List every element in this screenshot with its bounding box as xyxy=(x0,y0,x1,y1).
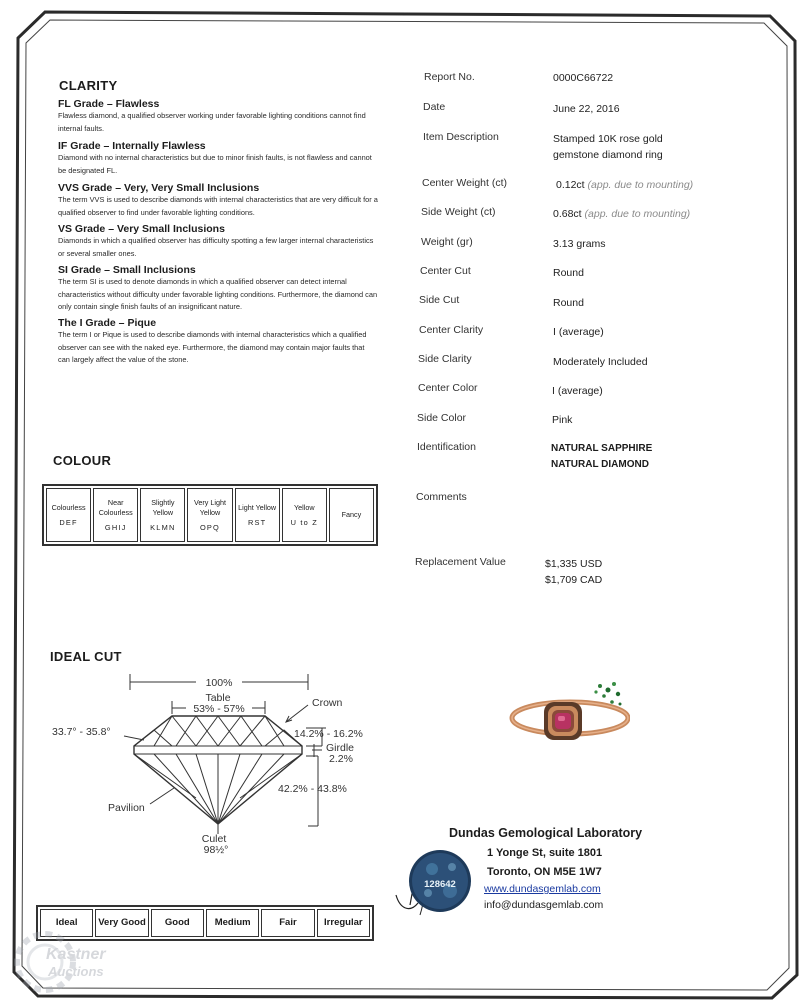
report-label: Weight (gr) xyxy=(421,236,473,248)
crown-label: Crown xyxy=(312,697,343,709)
clarity-grade-item xyxy=(58,98,388,140)
culet-pct-label: 98½° xyxy=(203,844,229,856)
colour-cell-name: Near Colourless xyxy=(98,497,133,517)
colour-cell-name: Very Light Yellow xyxy=(194,497,226,517)
ring-photo xyxy=(500,672,630,772)
replacement-value-label: Replacement Value xyxy=(415,556,506,568)
diamond-proportions-diagram xyxy=(46,668,376,863)
identification-line: NATURAL DIAMOND xyxy=(551,459,649,470)
clarity-grade-title: The I Grade – Pique xyxy=(58,317,157,329)
report-label: Side Color xyxy=(417,412,467,424)
clarity-grade-item xyxy=(58,317,388,367)
cut-grade-cell: Irregular xyxy=(317,909,370,937)
clarity-grade-title: SI Grade – Small Inclusions xyxy=(58,264,196,276)
item-description-line: gemstone diamond ring xyxy=(553,149,663,161)
comments-label: Comments xyxy=(416,491,467,503)
colour-cell-code: KLMN xyxy=(150,522,176,532)
colour-title: COLOUR xyxy=(53,453,112,468)
colour-cell xyxy=(93,488,138,542)
crown-height-label: 14.2% - 16.2% xyxy=(294,728,363,740)
clarity-title: CLARITY xyxy=(59,78,118,93)
colour-cell-code: GHIJ xyxy=(104,522,127,532)
report-value: Round xyxy=(553,267,584,279)
cut-grade-cell: Very Good xyxy=(95,909,148,937)
clarity-grade-desc: Diamonds in which a qualified observer has difficulty spotting a few larger internal characteristics or several smaller ones. xyxy=(58,236,374,258)
clarity-grade-desc: The term VVS is used to describe diamonds with internal characteristics that are very difficult for a qualified observer to find under favorable lighting conditions. xyxy=(58,195,378,217)
colour-cell xyxy=(282,488,327,542)
report-value: Moderately Included xyxy=(553,356,648,368)
lab-address-line1: 1 Yonge St, suite 1801 xyxy=(487,847,603,859)
colour-cell-name: Slightly Yellow xyxy=(151,497,175,517)
report-label: Item Description xyxy=(423,131,499,143)
center-weight-value: 0.12ct xyxy=(556,179,585,191)
report-label: Side Clarity xyxy=(418,353,472,365)
cut-grade-cell: Ideal xyxy=(40,909,93,937)
lab-name: Dundas Gemological Laboratory xyxy=(449,826,643,840)
clarity-grade-desc: The term SI is used to denote diamonds in which a qualified observer can detect internal characteristics without difficulty under favorable lighting conditions. Furthermore, the diamond can only contain single finish faults of an insignificant nature. xyxy=(58,277,378,311)
report-value: Pink xyxy=(552,414,573,426)
report-label: Center Cut xyxy=(420,265,471,277)
report-value: June 22, 2016 xyxy=(553,103,620,115)
colour-cell xyxy=(235,488,280,542)
colour-cell-name: Light Yellow xyxy=(238,502,277,512)
table-range-label: 53% - 57% xyxy=(193,703,245,715)
pavilion-depth-label: 42.2% - 43.8% xyxy=(278,783,347,795)
clarity-grade-list xyxy=(58,98,388,367)
report-value xyxy=(553,131,663,163)
lab-address-line2: Toronto, ON M5E 1W7 xyxy=(487,866,602,878)
report-label: Side Weight (ct) xyxy=(421,206,496,218)
hologram-seal-icon xyxy=(392,843,484,923)
report-label: Center Weight (ct) xyxy=(422,177,507,189)
cut-grade-cell: Medium xyxy=(206,909,259,937)
report-value: I (average) xyxy=(552,385,603,397)
pavilion-label: Pavilion xyxy=(108,802,145,814)
report-value xyxy=(553,206,690,222)
colour-cell xyxy=(187,488,232,542)
report-label: Side Cut xyxy=(419,294,460,306)
crown-angle-label: 33.7° - 35.8° xyxy=(52,726,111,738)
identification-label: Identification xyxy=(417,441,476,453)
report-value: Round xyxy=(553,297,584,309)
replacement-usd: $1,335 USD xyxy=(545,558,603,570)
side-weight-value: 0.68ct xyxy=(553,208,582,220)
colour-cell-code: U to Z xyxy=(290,517,318,527)
total-width-label: 100% xyxy=(205,677,233,689)
colour-cell-name: Fancy xyxy=(341,510,362,519)
colour-cell-code: RST xyxy=(247,517,267,527)
clarity-grade-title: IF Grade – Internally Flawless xyxy=(58,140,206,152)
colour-scale-table xyxy=(42,484,378,546)
clarity-grade-item xyxy=(58,140,388,182)
colour-cell xyxy=(329,488,374,542)
identification-line: NATURAL SAPPHIRE xyxy=(551,443,653,454)
clarity-grade-desc: The term I or Pique is used to describe diamonds with internal characteristics which a qualified observer can see with the naked eye. Furthermore, the diamond may contain major faults that can largely affect the value of the stone. xyxy=(58,330,367,364)
seal-number: 128642 xyxy=(424,879,456,890)
clarity-grade-title: VS Grade – Very Small Inclusions xyxy=(58,223,225,235)
item-description-line: Stamped 10K rose gold xyxy=(553,133,663,145)
colour-cell-code: OPQ xyxy=(199,522,220,532)
lab-email: info@dundasgemlab.com xyxy=(484,899,604,911)
clarity-grade-desc: Diamond with no internal characteristics but due to minor finish faults, is not flawless and cannot be designated FL. xyxy=(58,153,372,175)
report-value: 3.13 grams xyxy=(553,238,606,250)
center-weight-note: (app. due to mounting) xyxy=(587,179,694,191)
colour-cell-name: Colourless xyxy=(51,502,86,512)
side-weight-note: (app. due to mounting) xyxy=(584,208,691,220)
report-value: I (average) xyxy=(553,326,604,338)
report-value xyxy=(556,177,693,193)
cut-grade-cell: Fair xyxy=(261,909,314,937)
clarity-grade-item xyxy=(58,182,388,223)
auction-watermark xyxy=(10,928,120,996)
clarity-grade-item xyxy=(58,264,388,317)
ideal-cut-title: IDEAL CUT xyxy=(50,649,122,664)
girdle-label: Girdle xyxy=(326,742,355,754)
colour-cell xyxy=(46,488,91,542)
girdle-pct-label: 2.2% xyxy=(329,753,353,765)
replacement-cad: $1,709 CAD xyxy=(545,574,603,586)
clarity-grade-item xyxy=(58,223,388,264)
colour-cell-code: DEF xyxy=(59,517,78,527)
watermark-line2: Auctions xyxy=(48,964,104,979)
table-label: Table xyxy=(205,692,231,704)
report-label: Center Clarity xyxy=(419,324,484,336)
clarity-grade-title: VVS Grade – Very, Very Small Inclusions xyxy=(58,182,260,194)
cut-grade-cell: Good xyxy=(151,909,204,937)
clarity-grade-title: FL Grade – Flawless xyxy=(58,98,160,110)
lab-website-link[interactable]: www.dundasgemlab.com xyxy=(484,883,601,895)
replacement-value xyxy=(545,556,602,588)
report-label: Report No. xyxy=(424,71,475,83)
report-label: Center Color xyxy=(418,382,478,394)
identification-value xyxy=(551,441,652,473)
report-value: 0000C66722 xyxy=(553,72,614,84)
clarity-grade-desc: Flawless diamond, a qualified observer working under favorable lighting conditions cannot find internal faults. xyxy=(58,111,366,133)
watermark-line1: Kastner xyxy=(46,946,106,963)
culet-label: Culet xyxy=(201,833,227,845)
colour-cell-name: Yellow xyxy=(294,502,315,512)
report-label: Date xyxy=(423,101,446,113)
colour-cell xyxy=(140,488,185,542)
